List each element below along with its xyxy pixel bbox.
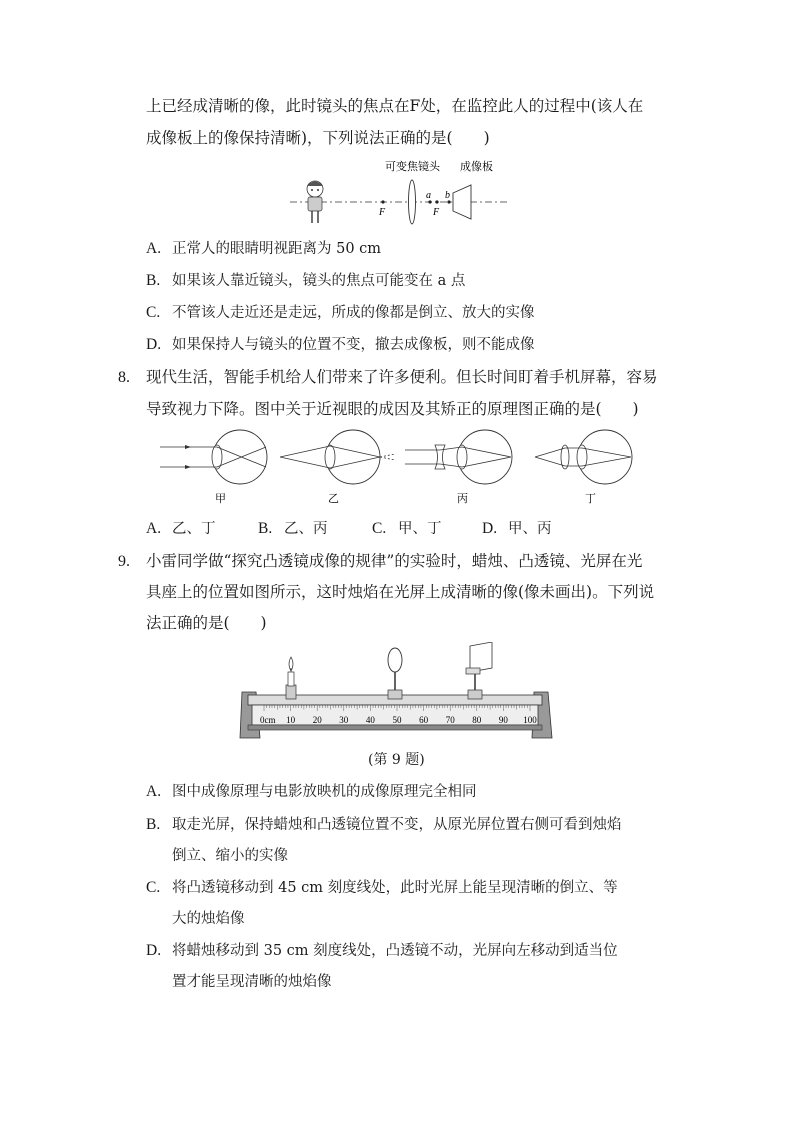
q9-option-b: B. 取走光屏，保持蜡烛和凸透镜位置不变，从原光屏位置右侧可看到烛焰	[146, 816, 622, 833]
label-bing: 丙	[457, 493, 468, 505]
q7-label-b: b	[445, 190, 450, 201]
q9-option-d: D. 将蜡烛移动到 35 cm 刻度线处，凸透镜不动，光屏向左移动到适当位	[146, 942, 618, 959]
q9-option-d-line2: 置才能呈现清晰的烛焰像	[172, 974, 332, 990]
q9-stem-line3: 法正确的是( )	[146, 614, 267, 632]
q7-label-f1: F	[379, 207, 386, 218]
q8-stem-line1: 8. 现代生活，智能手机给人们带来了许多便利。但长时间盯着手机屏幕，容易	[118, 368, 658, 386]
q9-figure-caption: (第 9 题)	[368, 752, 425, 768]
q8-option-c: C. 甲、丁	[372, 520, 442, 537]
q9-stem-line2: 具座上的位置如图所示，这时烛焰在光屏上成清晰的像(像未画出)。下列说	[146, 583, 655, 601]
ruler-label: 40	[365, 715, 375, 725]
ruler-first-label: 0cm	[260, 715, 276, 725]
q7-label-f2: F	[433, 207, 440, 218]
person-icon	[307, 181, 323, 223]
q9-option-c: C. 将凸透镜移动到 45 cm 刻度线处，此时光屏上能呈现清晰的倒立、等	[146, 879, 618, 896]
eye-diagram-ding	[535, 430, 632, 505]
q8-option-d: D. 甲、丙	[482, 520, 552, 537]
label-yi: 乙	[328, 493, 339, 505]
ruler-label: 20	[312, 715, 322, 725]
q9-option-a: A. 图中成像原理与电影放映机的成像原理完全相同	[146, 783, 477, 800]
convex-lens-icon	[409, 180, 416, 224]
ruler-label: 100	[523, 715, 537, 725]
label-jia: 甲	[215, 493, 226, 505]
q7-stem-line2: 成像板上的像保持清晰)，下列说法正确的是( )	[146, 129, 490, 147]
ruler-label: 10	[286, 715, 296, 725]
q9-stem-line1: 9. 小雷同学做“探究凸透镜成像的规律”的实验时，蜡烛、凸透镜、光屏在光	[118, 552, 643, 570]
ruler-label: 90	[498, 715, 508, 725]
light-screen-icon	[466, 642, 492, 699]
convex-lens-holder-icon	[388, 648, 402, 699]
q7-option-a: A. 正常人的眼睛明视距离为 50 cm	[146, 240, 382, 257]
q7-label-lens: 可变焦镜头	[385, 161, 440, 173]
eye-diagram-bing	[405, 430, 512, 505]
q7-option-d: D. 如果保持人与镜头的位置不变，撤去成像板，则不能成像	[146, 336, 535, 353]
q9-option-b-line2: 倒立、缩小的实像	[172, 848, 288, 864]
q7-stem-line1: 上已经成清晰的像，此时镜头的焦点在F处，在监控此人的过程中(该人在	[146, 97, 644, 115]
eye-diagram-jia	[160, 430, 267, 505]
label-ding: 丁	[585, 493, 596, 505]
ruler-label: 30	[339, 715, 349, 725]
q9-option-c-line2: 大的烛焰像	[172, 911, 245, 927]
q7-label-a: a	[426, 190, 431, 201]
imaging-board-icon	[453, 185, 471, 219]
q7-option-c: C. 不管该人走近还是走远，所成的像都是倒立、放大的实像	[146, 304, 535, 321]
q7-label-board: 成像板	[460, 161, 493, 173]
ruler-label: 80	[472, 715, 482, 725]
q7-figure	[285, 155, 515, 227]
q7-option-b: B. 如果该人靠近镜头，镜头的焦点可能变在 a 点	[146, 272, 466, 289]
ruler-label: 50	[392, 715, 402, 725]
q9-optical-bench	[238, 642, 554, 742]
q8-figure	[155, 426, 645, 508]
q8-option-b: B. 乙、丙	[258, 520, 328, 537]
candle-icon	[286, 657, 296, 699]
ruler-label: 70	[445, 715, 455, 725]
q8-stem-line2: 导致视力下降。图中关于近视眼的成因及其矫正的原理图正确的是( )	[146, 400, 639, 418]
eye-diagram-yi	[280, 430, 395, 505]
ruler-label: 60	[419, 715, 429, 725]
q8-option-a: A. 乙、丁	[146, 520, 216, 537]
